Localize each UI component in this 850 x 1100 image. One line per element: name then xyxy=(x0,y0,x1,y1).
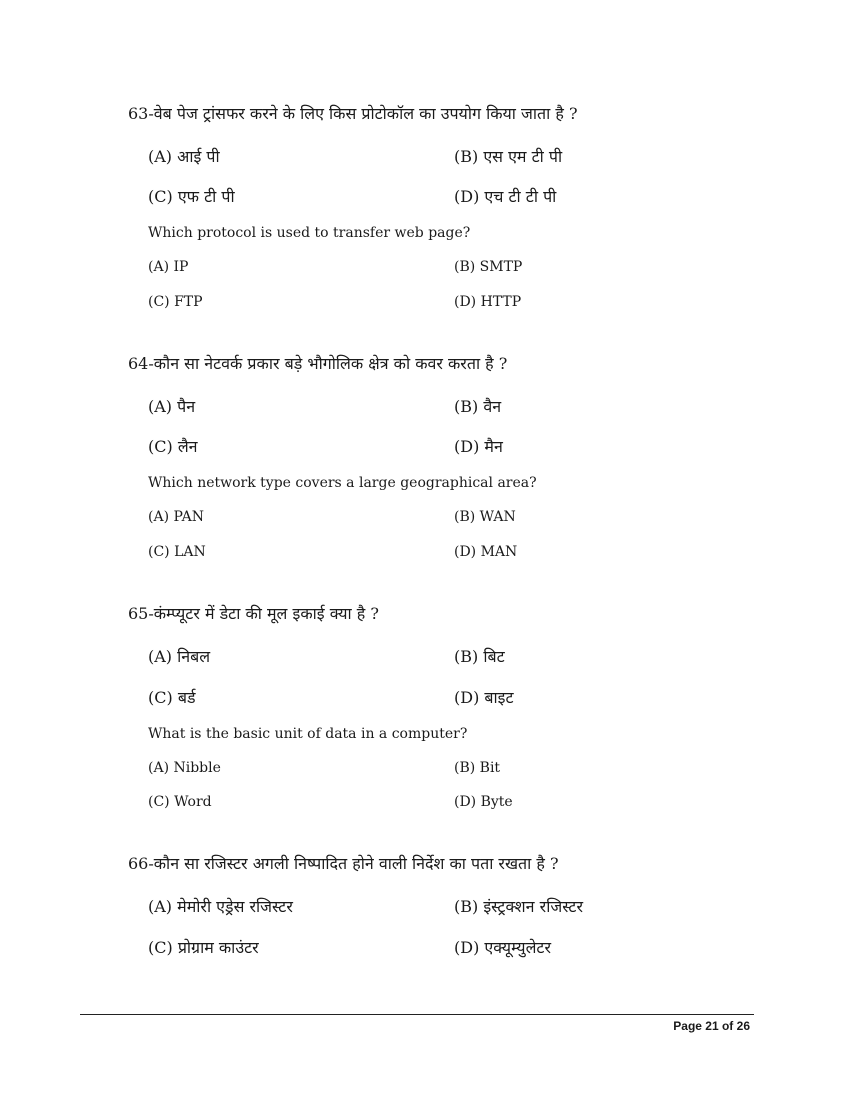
question-hindi: 66-कौन सा रजिस्टर अगली निष्पादित होने वाली निर्देश का पता रखता है ? xyxy=(128,854,559,873)
option-c-english: (C) FTP xyxy=(148,294,203,310)
question-hindi: 64-कौन सा नेटवर्क प्रकार बड़े भौगोलिक क्षेत्र को कवर करता है ? xyxy=(128,354,508,373)
question-english: Which network type covers a large geographical area? xyxy=(148,475,537,491)
page-number: Page 21 of 26 xyxy=(673,1019,750,1033)
option-c-english: (C) LAN xyxy=(148,544,206,560)
footer-rule xyxy=(80,1014,754,1015)
option-d-hindi: (D) एक्यूम्युलेटर xyxy=(454,938,552,957)
option-c-english: (C) Word xyxy=(148,794,212,810)
option-c-hindi: (C) प्रोग्राम काउंटर xyxy=(148,938,259,957)
option-b-english: (B) WAN xyxy=(454,509,516,525)
question-hindi: 63-वेब पेज ट्रांसफर करने के लिए किस प्रोटोकॉल का उपयोग किया जाता है ? xyxy=(128,104,578,123)
question-english: What is the basic unit of data in a computer? xyxy=(148,726,468,742)
option-c-hindi: (C) बर्ड xyxy=(148,688,196,707)
option-b-hindi: (B) इंस्ट्रक्शन रजिस्टर xyxy=(454,897,584,916)
option-d-english: (D) Byte xyxy=(454,794,513,810)
option-a-english: (A) Nibble xyxy=(148,760,221,776)
option-a-hindi: (A) मेमोरी एड्रेस रजिस्टर xyxy=(148,897,293,916)
option-a-english: (A) IP xyxy=(148,259,189,275)
option-d-hindi: (D) एच टी टी पी xyxy=(454,187,557,206)
option-b-hindi: (B) वैन xyxy=(454,397,502,416)
option-b-hindi: (B) एस एम टी पी xyxy=(454,147,563,166)
option-a-hindi: (A) पैन xyxy=(148,397,196,416)
option-d-english: (D) HTTP xyxy=(454,294,522,310)
option-a-english: (A) PAN xyxy=(148,509,204,525)
question-english: Which protocol is used to transfer web page? xyxy=(148,225,471,241)
option-b-hindi: (B) बिट xyxy=(454,647,505,666)
option-b-english: (B) SMTP xyxy=(454,259,523,275)
option-c-hindi: (C) एफ टी पी xyxy=(148,187,235,206)
option-d-english: (D) MAN xyxy=(454,544,518,560)
option-a-hindi: (A) आई पी xyxy=(148,147,220,166)
option-c-hindi: (C) लैन xyxy=(148,437,198,456)
question-hindi: 65-कंम्प्यूटर में डेटा की मूल इकाई क्या है ? xyxy=(128,604,379,623)
option-d-hindi: (D) बाइट xyxy=(454,688,514,707)
option-d-hindi: (D) मैन xyxy=(454,437,503,456)
option-b-english: (B) Bit xyxy=(454,760,501,776)
option-a-hindi: (A) निबल xyxy=(148,647,211,666)
